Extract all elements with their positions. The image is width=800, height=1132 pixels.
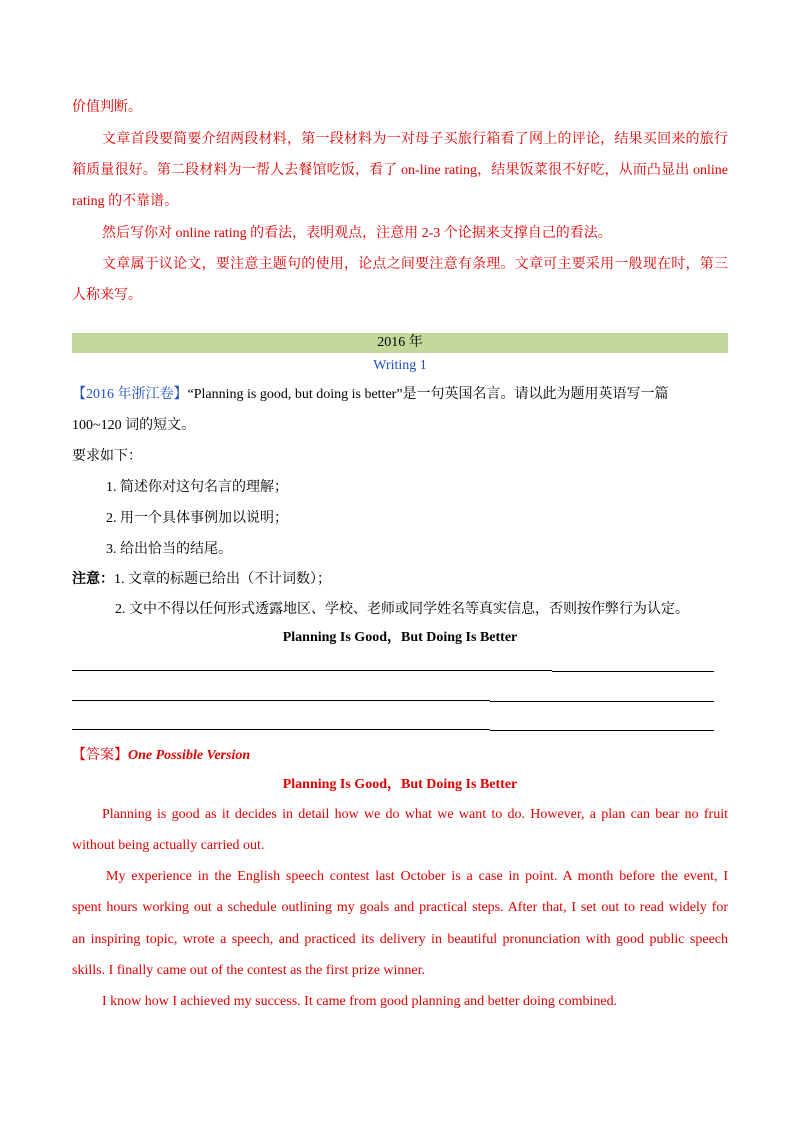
note-item: 1. 文章的标题已给出（不计词数）；: [114, 572, 331, 587]
guidance-para4-line2: 人称来写。: [72, 288, 142, 303]
guidance-para2-line3: rating 的不靠谱。: [72, 194, 179, 209]
task-prompt-line1: [72, 385, 728, 405]
writing-line: [72, 700, 490, 701]
answer-p1-line1: Planning is good as it decides in detail how we do what we want to do. However, a plan can bear no fruit: [102, 807, 728, 822]
note-line-1: [72, 570, 728, 590]
task-prompt-line2: 100~120 词的短文。: [72, 418, 196, 433]
guidance-para4-line1: 文章属于议论文，要注意主题句的使用，论点之间要注意有条理。文章可主要采用一般现在时，第三: [102, 257, 728, 272]
answer-p2-line3: an inspiring topic, wrote a speech, and practiced its delivery in beautiful pronunciation with good public speech: [72, 932, 728, 947]
task-prompt-text: “Planning is good, but doing is better”是一句英国名言。请以此为题用英语写一篇: [187, 387, 669, 402]
writing-label: Writing 1: [373, 358, 427, 373]
answer-label: 【答案】: [72, 748, 128, 763]
guidance-para3: 然后写你对 online rating 的看法，表明观点，注意用 2-3 个论据来支撑自己的看法。: [102, 226, 612, 241]
essay-title: Planning Is Good，But Doing Is Better: [282, 630, 518, 645]
task-source: 【2016 年浙江卷】: [72, 387, 188, 402]
answer-p2-line1: My experience in the English speech contest last October is a case in point. A month before the event, I: [106, 869, 728, 884]
answer-p3: I know how I achieved my success. It came from good planning and better doing combined.: [102, 994, 618, 1009]
requirement-item: 3. 给出恰当的结尾。: [106, 542, 232, 557]
guidance-para2-line1: 文章首段要简要介绍两段材料，第一段材料为一对母子买旅行箱看了网上的评论，结果买回来的旅行: [102, 132, 728, 147]
year-banner: 2016 年: [72, 333, 728, 353]
answer-title: Planning Is Good，But Doing Is Better: [282, 777, 518, 792]
answer-p1-line2: without being actually carried out.: [72, 838, 265, 853]
guidance-para2-line2: 箱质量很好。第二段材料为一帮人去餐馆吃饭，看了 on-line rating，结果饭菜很不好吃，从而凸显出 online: [72, 163, 728, 178]
requirements-title: 要求如下：: [72, 449, 142, 464]
requirement-item: 1. 简述你对这句名言的理解；: [106, 480, 288, 495]
writing-line: [72, 729, 490, 730]
writing-line: [490, 701, 714, 702]
writing-line: [552, 671, 714, 672]
answer-version: One Possible Version: [128, 748, 251, 763]
writing-line: [490, 730, 714, 731]
guidance-line-1: 价值判断。: [72, 100, 142, 115]
answer-header: [72, 746, 728, 766]
writing-line: [72, 670, 552, 671]
answer-p2-line4: skills. I finally came out of the contest as the first prize winner.: [72, 963, 426, 978]
requirement-item: 2. 用一个具体事例加以说明；: [106, 511, 288, 526]
note-label: 注意：: [72, 572, 114, 587]
note-item: 2. 文中不得以任何形式透露地区、学校、老师或同学姓名等真实信息，否则按作弊行为认定。: [115, 602, 689, 617]
answer-p2-line2: spent hours working out a schedule outlining my goals and practical steps. After that, I set out to read widely for: [72, 900, 728, 915]
